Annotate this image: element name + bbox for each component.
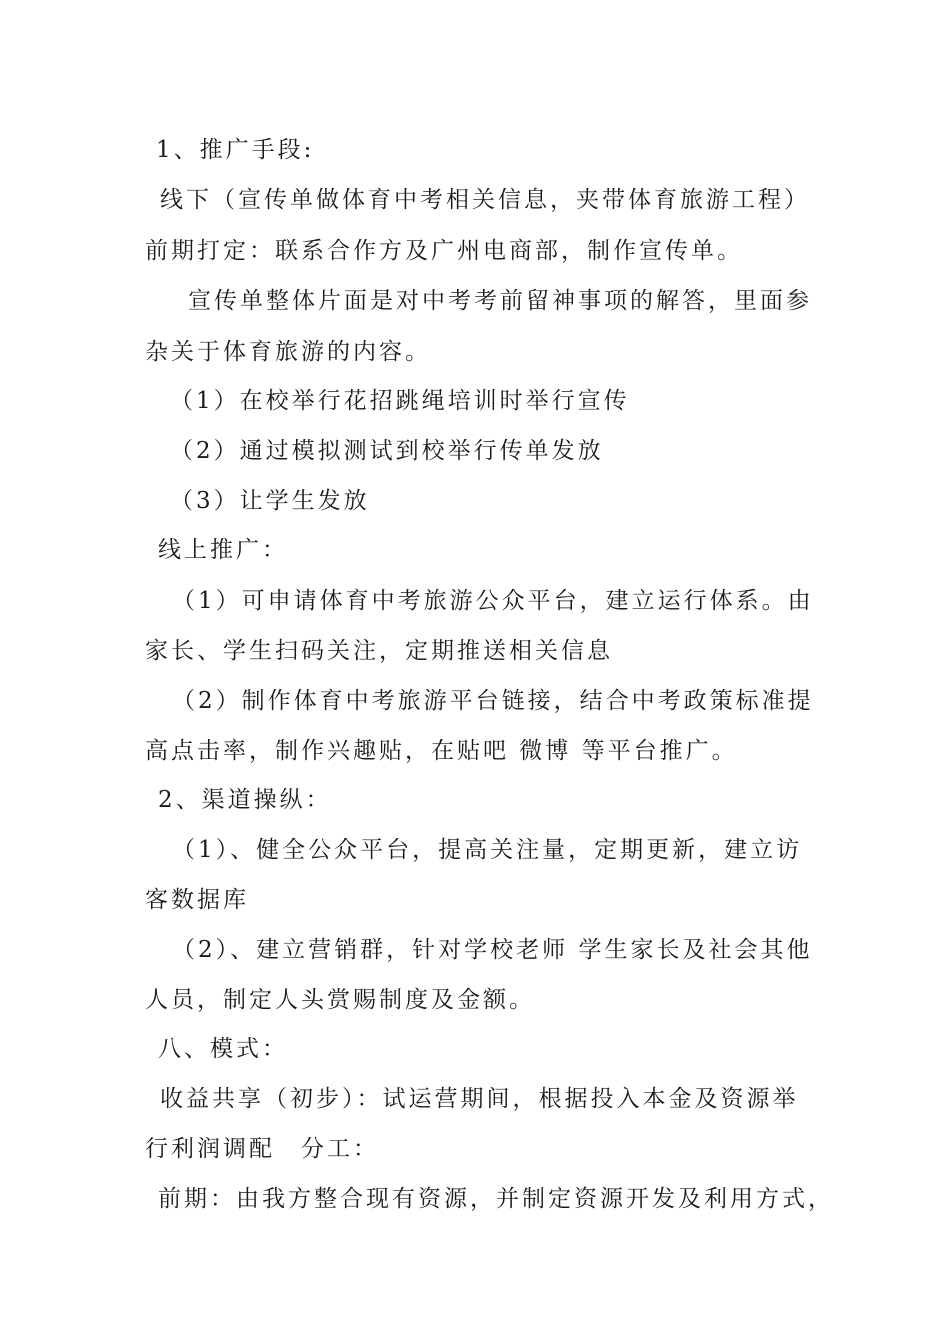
text-line: 前期打定：联系合作方及广州电商部，制作宣传单。: [145, 238, 743, 264]
text-line: 前期：由我方整合现有资源，并制定资源开发及利用方式，: [158, 1186, 834, 1212]
list-item: （2）通过模拟测试到校举行传单发放: [170, 438, 604, 464]
heading-mode: 八、模式：: [158, 1036, 288, 1062]
list-item: （2）制作体育中考旅游平台链接，结合中考政策标准提: [172, 688, 814, 714]
heading-promotion-means: 1、推广手段:: [156, 137, 315, 163]
list-item: （1）、健全公众平台，提高关注量，定期更新，建立访: [172, 837, 803, 863]
list-item: （2）、建立营销群，针对学校老师 学生家长及社会其他: [172, 937, 813, 963]
text-line: 宣传单整体片面是对中考考前留神事项的解答，里面参: [188, 288, 812, 314]
text-line: 行利润调配 分工：: [145, 1136, 379, 1162]
text-line: 家长、学生扫码关注，定期推送相关信息: [145, 638, 613, 664]
text-line: 线下（宣传单做体育中考相关信息，夹带体育旅游工程）: [160, 187, 810, 213]
list-item: （3）让学生发放: [170, 488, 370, 514]
subheading-online-promotion: 线上推广：: [158, 537, 288, 563]
list-item: （1）可申请体育中考旅游公众平台，建立运行体系。由: [172, 588, 814, 614]
list-item: （1）在校举行花招跳绳培训时举行宣传: [170, 388, 630, 414]
heading-channel-control: 2、渠道操纵：: [158, 787, 332, 813]
text-line: 杂关于体育旅游的内容。: [145, 339, 431, 365]
text-line: 高点击率，制作兴趣贴，在贴吧 微博 等平台推广。: [145, 738, 738, 764]
text-line: 人员，制定人头赏赐制度及金额。: [145, 987, 535, 1013]
text-line: 收益共享（初步）：试运营期间，根据投入本金及资源举: [160, 1086, 799, 1112]
text-line: 客数据库: [145, 887, 249, 913]
